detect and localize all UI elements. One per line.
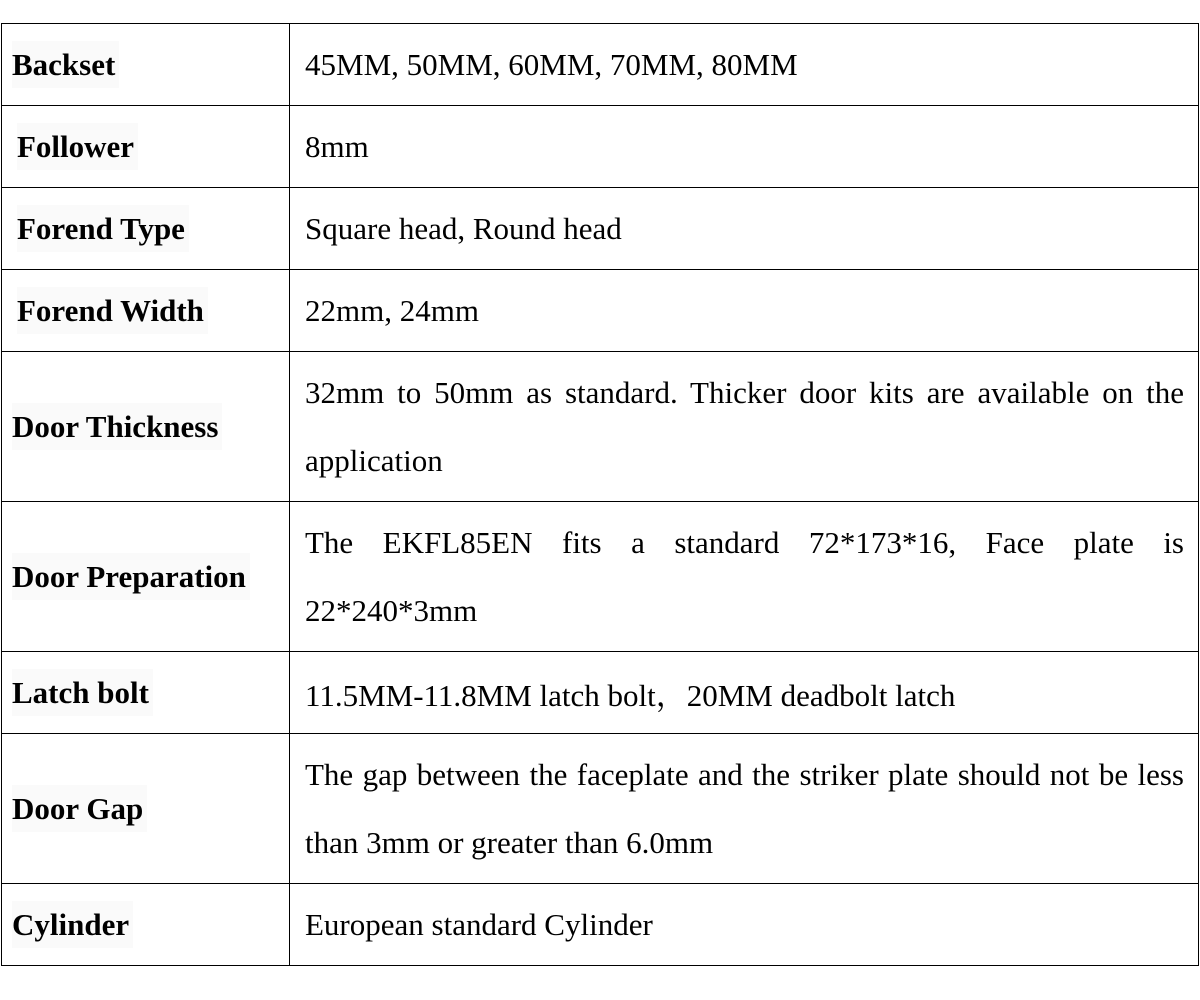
- row-label-text: Door Preparation: [12, 553, 250, 600]
- row-label-text: Forend Width: [17, 287, 208, 334]
- row-label: [2, 106, 290, 188]
- row-label-text: Door Thickness: [12, 403, 222, 450]
- row-label-text: Backset: [12, 41, 119, 88]
- row-value: The gap between the faceplate and the striker plate should not be less than 3mm or greater than 6.0mm: [290, 734, 1199, 884]
- table-row: [2, 24, 1199, 106]
- row-label: [2, 24, 290, 106]
- row-value: 45MM, 50MM, 60MM, 70MM, 80MM: [290, 24, 1199, 106]
- row-value: 8mm: [290, 106, 1199, 188]
- table-row: [2, 502, 1199, 652]
- row-label-text: Follower: [17, 123, 138, 170]
- row-label: [2, 652, 290, 734]
- spec-table: [1, 23, 1199, 966]
- table-row: [2, 270, 1199, 352]
- table-row: [2, 106, 1199, 188]
- row-label-text: Door Gap: [12, 785, 147, 832]
- row-label-text: Cylinder: [12, 901, 133, 948]
- row-label: [2, 188, 290, 270]
- row-label: [2, 502, 290, 652]
- row-value: European standard Cylinder: [290, 884, 1199, 966]
- table-row: [2, 734, 1199, 884]
- row-label: [2, 734, 290, 884]
- row-value: Square head, Round head: [290, 188, 1199, 270]
- row-label-text: Latch bolt: [12, 669, 153, 716]
- row-label-text: Forend Type: [17, 205, 189, 252]
- row-label: [2, 352, 290, 502]
- row-value: 32mm to 50mm as standard. Thicker door kits are available on the application: [290, 352, 1199, 502]
- table-row: [2, 188, 1199, 270]
- row-value: The EKFL85EN fits a standard 72*173*16, Face plate is 22*240*3mm: [290, 502, 1199, 652]
- row-label: [2, 884, 290, 966]
- row-label: [2, 270, 290, 352]
- table-row: [2, 352, 1199, 502]
- table-row: [2, 652, 1199, 734]
- row-value: 22mm, 24mm: [290, 270, 1199, 352]
- table-row: [2, 884, 1199, 966]
- row-value: 11.5MM-11.8MM latch bolt，20MM deadbolt latch: [290, 652, 1199, 734]
